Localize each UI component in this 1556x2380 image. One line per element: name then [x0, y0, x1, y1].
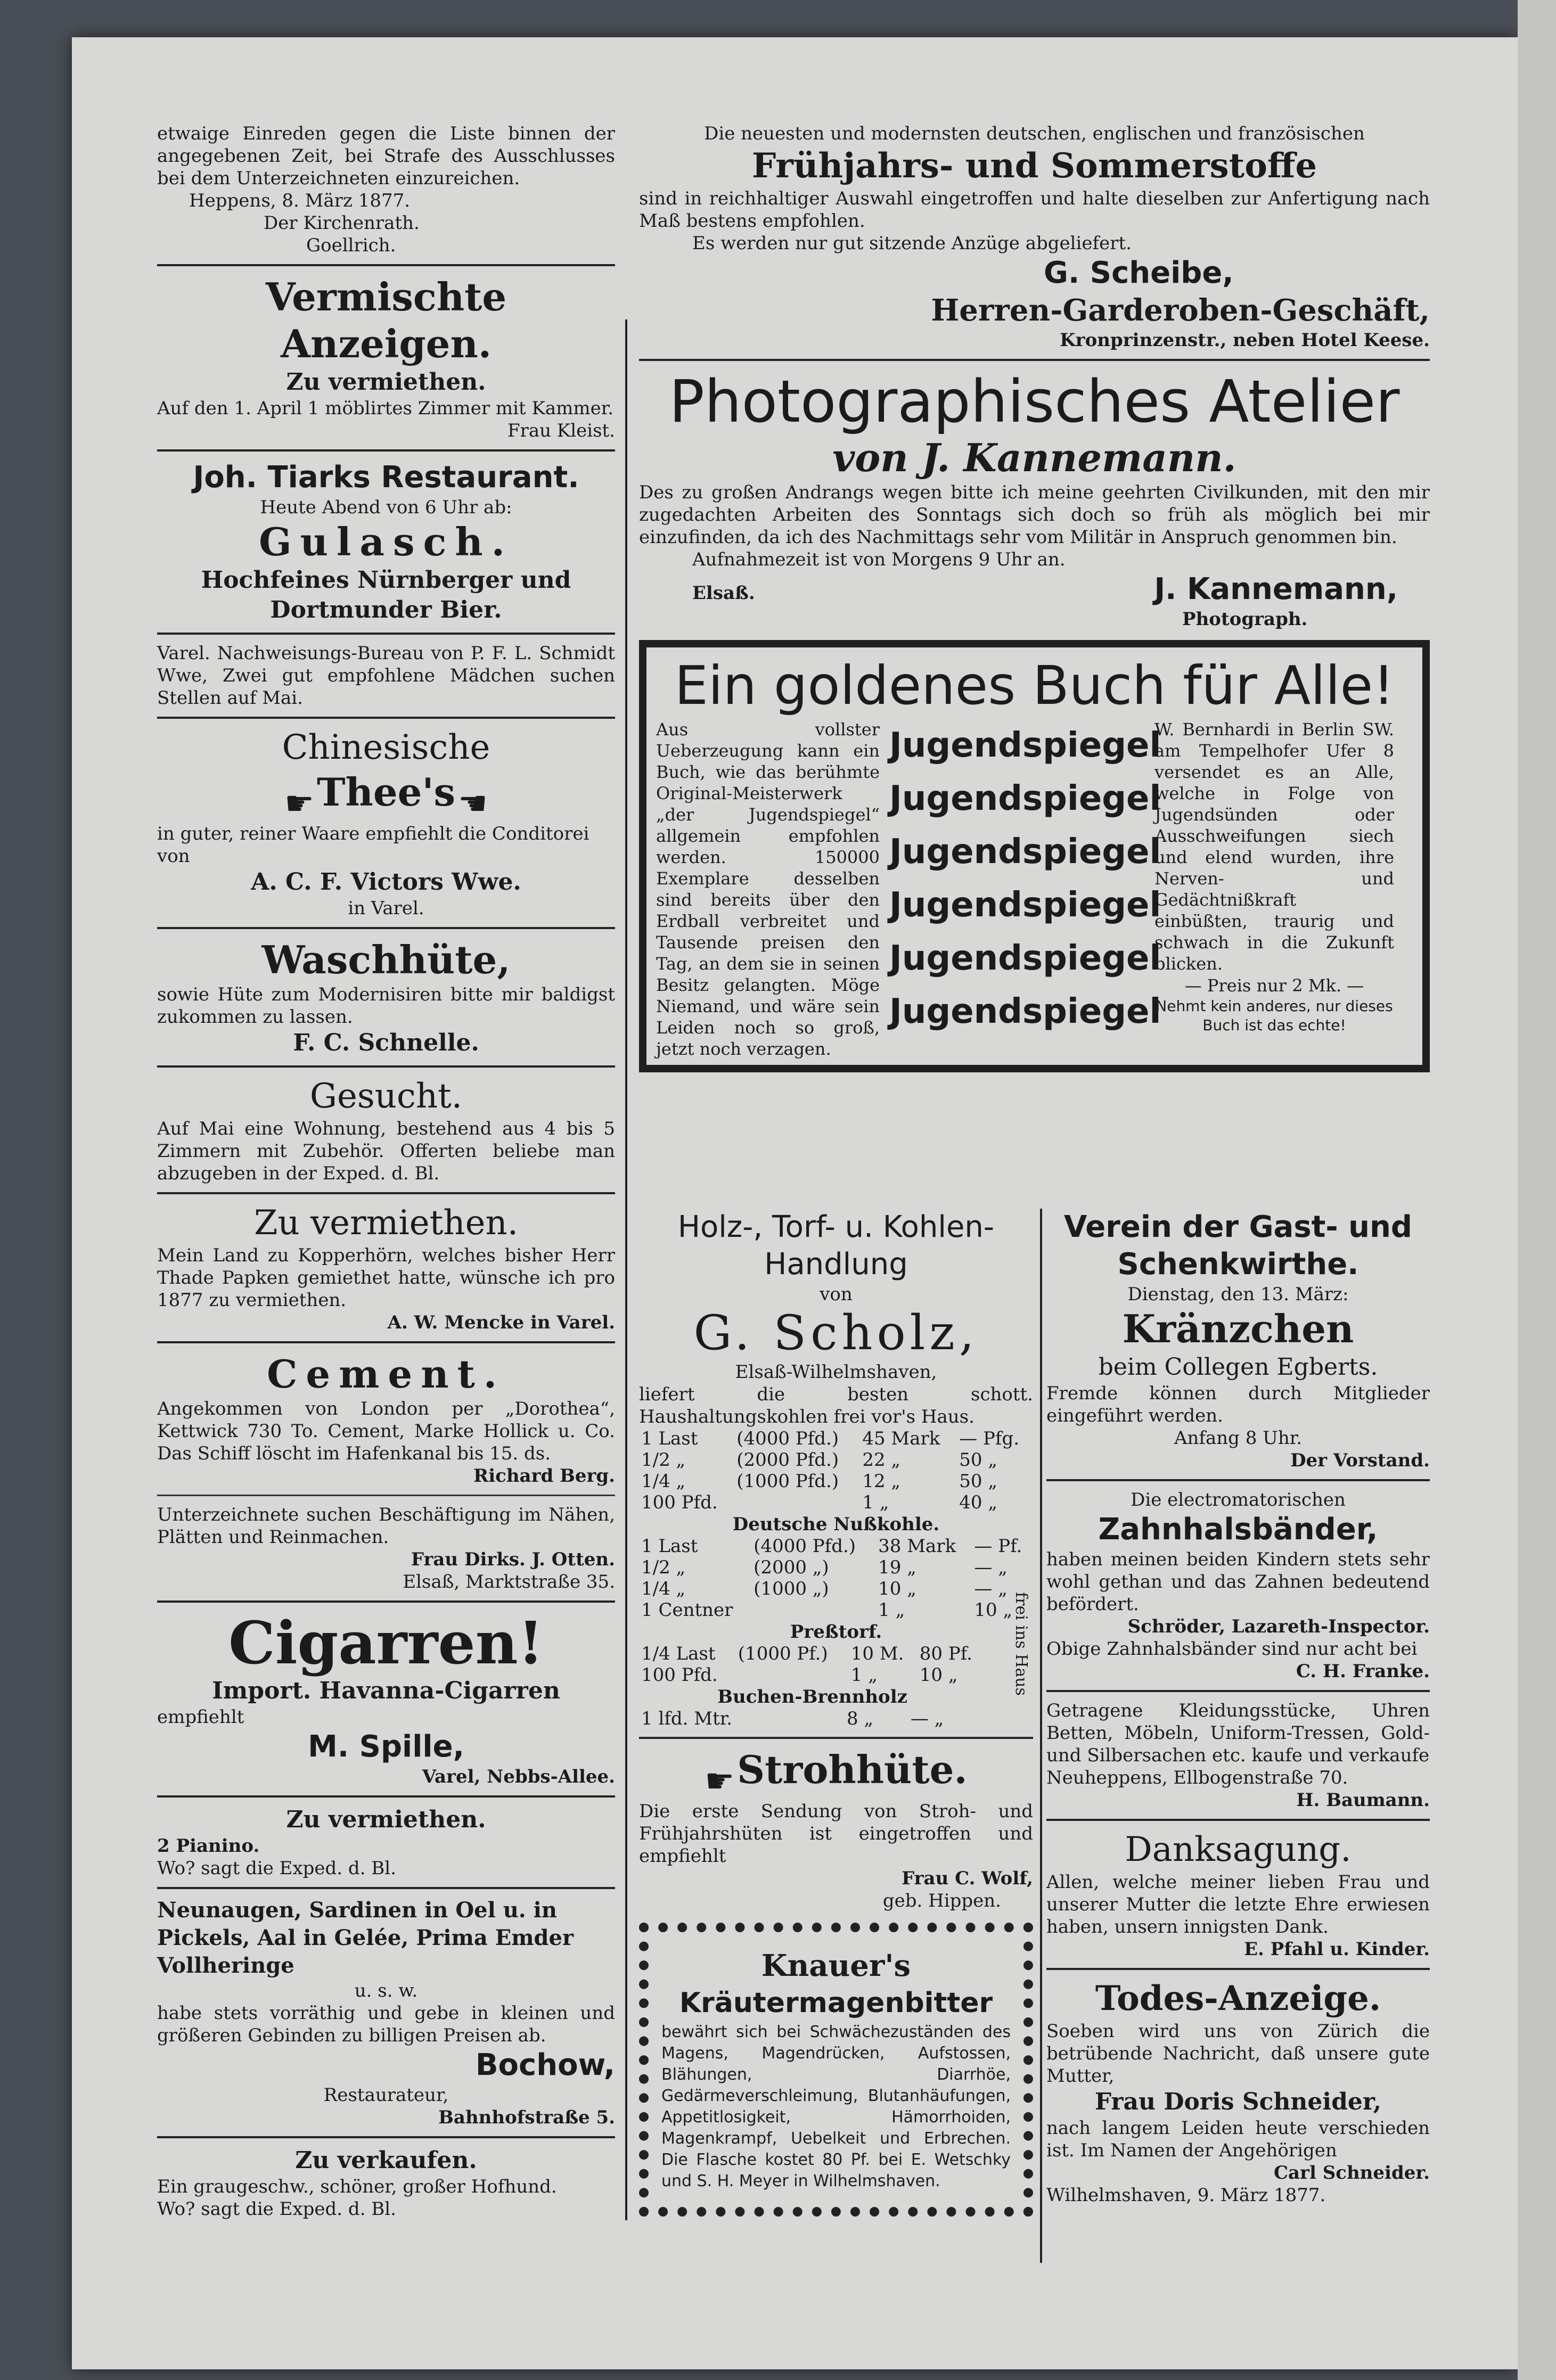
price-row — [639, 1599, 1033, 1621]
buch-left: Aus vollster Ueberzeugung kann ein Buch, wie das berühmte Original-Meisterwerk „der Jugendspiegel“ allgemein empfohlen werden. 150000 Exemplare desselben sind bereits über den Erdball verbreitet und Tausende preisen den Tag, an dem sie in seinen Besitz gelangten. Möge Niemand, und wäre sein Leiden noch so groß, jetzt noch verzagen. — [656, 719, 880, 1059]
price-row — [639, 1708, 986, 1729]
sale-text: Ein graugeschw., schöner, großer Hofhund. — [157, 2176, 557, 2197]
buch-price: — Preis nur 2 Mk. — — [1184, 975, 1364, 996]
scheibe-name: G. Scheibe, — [1044, 256, 1234, 290]
verein-text: Fremde können durch Mitglieder eingeführt werden. — [1046, 1383, 1430, 1426]
intro-sign: Der Kirchenrath. — [264, 212, 420, 234]
price-cell: 10 „ — [974, 1599, 1013, 1621]
price-cell: (4000 Pfd.) — [754, 1536, 856, 1557]
price-cell: (4000 Pfd.) — [736, 1428, 839, 1449]
buch-mid-item: Jugendspiegel — [889, 992, 1161, 1031]
price-cell: 1 Last — [641, 1428, 698, 1449]
dirks-sign: Frau Dirks. J. Otten. — [411, 1549, 615, 1570]
holz-place: Elsaß-Wilhelmshaven, — [735, 1361, 937, 1383]
cement-sign: Richard Berg. — [473, 1465, 615, 1487]
price-cell: 1/4 Last — [641, 1643, 716, 1664]
zahn-sign: Schröder, Lazareth-Inspector. — [1127, 1616, 1430, 1637]
price-cell: 80 Pf. — [919, 1643, 972, 1664]
price-row — [639, 1536, 1033, 1557]
thee-sign: A. C. F. Victors Wwe. — [251, 868, 521, 896]
cigar-title: Cigarren! — [228, 1608, 544, 1677]
price-table-4 — [639, 1708, 986, 1729]
dank-title: Danksagung. — [1125, 1830, 1352, 1869]
price-cell: 10 „ — [919, 1664, 958, 1686]
price-cell: (2000 Pfd.) — [736, 1449, 839, 1471]
zahn-line: Die electromatorischen — [1131, 1489, 1346, 1511]
price-cell: 22 „ — [862, 1449, 901, 1471]
intro-text: etwaige Einreden gegen die Liste binnen der angegebenen Zeit, bei Strafe des Ausschlusses bei dem Unterzeichneten einzureichen. — [157, 123, 615, 189]
price-cell: 10 „ — [878, 1578, 916, 1599]
rent1-title: Zu vermiethen. — [286, 368, 486, 396]
gesucht-title: Gesucht. — [309, 1077, 463, 1116]
baumann-sign: H. Baumann. — [1296, 1790, 1430, 1811]
frei-ins-haus-note: frei ins Haus — [1012, 1592, 1030, 1696]
price-cell: (1000 Pf.) — [738, 1643, 828, 1664]
rent1-text: Auf den 1. April 1 möblirtes Zimmer mit Kammer. — [157, 398, 614, 419]
buch-mid-item: Jugendspiegel — [889, 779, 1161, 818]
dirks-addr: Elsaß, Marktstraße 35. — [403, 1571, 615, 1593]
price-table-1 — [639, 1428, 1033, 1513]
intro-sign-name: Goellrich. — [306, 235, 396, 256]
bureau-text: Varel. Nachweisungs-Bureau von P. F. L. Schmidt Wwe, Zwei gut empfohlene Mädchen suchen Stellen auf Mai. — [157, 643, 615, 709]
stroh-sign: Frau C. Wolf, — [902, 1868, 1033, 1889]
buchen-title: Buchen-Brennholz — [717, 1686, 907, 1708]
price-cell: 1 „ — [850, 1664, 878, 1686]
kraenzchen-title: Kränzchen — [1122, 1306, 1354, 1351]
buch-mid-item: Jugendspiegel — [889, 726, 1161, 765]
photo-text: Des zu großen Andrangs wegen bitte ich meine geehrten Civilkunden, mit den mir zugedachten Arbeiten des Sonntags sich doch so früh als möglich bei mir einzufinden, da ich des Nachmittags sehr vom Militär in Anspruch genommen bin. — [639, 482, 1430, 548]
tiarks-line: Heute Abend von 6 Uhr ab: — [260, 497, 512, 518]
price-cell — [736, 1664, 849, 1686]
scheibe-text: sind in reichhaltiger Auswahl eingetroffen und halte dieselben zur Anfertigung nach Maß bestens empfohlen. — [639, 188, 1430, 232]
column-left — [157, 122, 615, 2220]
knauer-ad — [639, 1923, 1033, 2217]
price-row — [639, 1492, 1033, 1513]
price-cell — [751, 1599, 876, 1621]
price-cell: 38 Mark — [878, 1536, 956, 1557]
pointing-hand-left-icon: ☚ — [458, 784, 488, 823]
todes-sign: Carl Schneider. — [1273, 2162, 1430, 2184]
price-cell: 50 „ — [959, 1471, 997, 1492]
column-right-a — [639, 1209, 1033, 2217]
holz-title: Holz-, Torf- u. Kohlen-Handlung — [677, 1210, 995, 1282]
price-cell: 10 M. — [850, 1643, 904, 1664]
holz-text: liefert die besten schott. Haushaltungskohlen frei vor's Haus. — [639, 1384, 1033, 1427]
price-cell: 1/4 „ — [641, 1578, 686, 1599]
thee-title1: Chinesische — [282, 728, 490, 767]
photo-sub: von J. Kannemann. — [832, 435, 1236, 480]
buch-jugendspiegel-list — [889, 719, 1161, 1060]
buch-right-col — [1154, 719, 1394, 1060]
price-cell: 1 Centner — [641, 1599, 733, 1621]
price-cell: 1/4 „ — [641, 1471, 686, 1492]
price-row — [639, 1471, 1033, 1492]
cement-text: Angekommen von London per „Dorothea“, Kettwick 730 To. Cement, Marke Hollick u. Co. Das Schiff löscht im Hafenkanal bis 15. ds. — [157, 1398, 615, 1464]
stroh-geb: geb. Hippen. — [882, 1890, 1001, 1911]
todes-title: Todes-Anzeige. — [1095, 1979, 1381, 2018]
price-cell: 19 „ — [878, 1557, 916, 1578]
photo-role: Photograph. — [1182, 609, 1308, 630]
knauer-sub: Kräutermagenbitter — [679, 1987, 993, 2019]
price-cell: — „ — [974, 1557, 1008, 1578]
intro-date: Heppens, 8. März 1877. — [189, 190, 411, 211]
baumann-addr: Neuheppens, Ellbogenstraße 70. — [1046, 1767, 1348, 1788]
rent3-ask: Wo? sagt die Exped. d. Bl. — [157, 1858, 396, 1879]
scheibe-line: Die neuesten und modernsten deutschen, englischen und französischen — [704, 123, 1365, 144]
bochow-name: Bochow, — [475, 2048, 615, 2082]
price-cell: 100 Pfd. — [641, 1664, 718, 1686]
kraenzchen-sub: beim Collegen Egberts. — [1098, 1353, 1378, 1381]
verein-sign: Der Vorstand. — [1290, 1450, 1430, 1471]
tiarks-beer: Hochfeines Nürnberger und Dortmunder Bier. — [201, 567, 571, 623]
price-cell: — Pfg. — [959, 1428, 1020, 1449]
section-title: Vermischte Anzeigen. — [265, 274, 507, 366]
buch-ad — [639, 640, 1430, 1072]
zahn-sign2: C. H. Franke. — [1296, 1661, 1430, 1682]
knauer-text: bewährt sich bei Schwächezuständen des Magens, Magendrücken, Aufstossen, Blähungen, Diarrhöe, Gedärmeverschleimung, Blutanhäufungen, Appetitlosigkeit, Hämorrhoiden, Magenkrampf, Uebelkeit und Erbrechen. Die Flasche kostet 80 Pf. bei E. Wetschky und S. H. Meyer in Wilhelmshaven. — [661, 2023, 1011, 2190]
thee-title2: Thee's — [316, 769, 456, 815]
scheibe-addr: Kronprinzenstr., neben Hotel Keese. — [1060, 330, 1430, 351]
price-cell: 1 Last — [641, 1536, 698, 1557]
price-row — [639, 1664, 986, 1686]
bochow-items: Neunaugen, Sardinen in Oel u. in Pickels, Aal in Gelée, Prima Emder Vollheringe — [157, 1898, 574, 1978]
buch-mid-item: Jugendspiegel — [889, 832, 1161, 872]
wasch-title: Waschhüte, — [261, 937, 511, 982]
page-edge — [1518, 0, 1556, 2380]
buch-mid-item: Jugendspiegel — [889, 939, 1161, 978]
cigar-addr: Varel, Nebbs-Allee. — [422, 1766, 615, 1787]
buch-right: W. Bernhardi in Berlin SW. am Tempelhofer Ufer 8 versendet es an Alle, welche in Folge von Jugendsünden oder Ausschweifungen siech und elend wurden, ihre Nerven- und Gedächtnißkraft einbüßten, traurig und schwach in die Zukunft blicken. — [1154, 719, 1394, 974]
price-row — [639, 1428, 1033, 1449]
price-cell: 40 „ — [959, 1492, 997, 1513]
scheibe-title: Frühjahrs- und Sommerstoffe — [751, 146, 1317, 186]
holz-von: von — [820, 1284, 853, 1305]
price-cell: 8 „ — [847, 1708, 874, 1729]
verein-start: Anfang 8 Uhr. — [1174, 1427, 1303, 1449]
zahn-text: haben meinen beiden Kindern stets sehr wohl gethan und das Zahnen bedeutend befördert. — [1046, 1549, 1430, 1615]
zahn-title: Zahnhalsbänder, — [1098, 1512, 1378, 1547]
price-cell: (1000 „) — [754, 1578, 829, 1599]
pointing-hand-right-icon: ☛ — [705, 1761, 735, 1800]
photo-place: Elsaß. — [692, 582, 755, 604]
thee-text: in guter, reiner Waare empfiehlt die Conditorei von — [157, 823, 589, 867]
wasch-sign: F. C. Schnelle. — [293, 1029, 479, 1056]
column-right-b — [1046, 1209, 1430, 2206]
price-table-2 — [639, 1536, 1033, 1621]
dank-sign: E. Pfahl u. Kinder. — [1244, 1939, 1430, 1960]
dank-text: Allen, welche meiner lieben Frau und unserer Mutter die letzte Ehre erwiesen haben, unsern innigsten Dank. — [1046, 1872, 1430, 1938]
photo-hours: Aufnahmezeit ist von Morgens 9 Uhr an. — [692, 549, 1066, 570]
sale-title: Zu verkaufen. — [295, 2147, 477, 2174]
rent3-title: Zu vermiethen. — [286, 1806, 486, 1833]
price-row — [639, 1643, 986, 1664]
baumann-text: Getragene Kleidungsstücke, Uhren Betten, Möbeln, Uniform-Tressen, Gold- und Silbersachen etc. kaufe und verkaufe — [1046, 1700, 1430, 1766]
cement-title: Cement. — [267, 1351, 505, 1397]
price-cell: 1 lfd. Mtr. — [641, 1708, 733, 1729]
price-cell — [836, 1708, 845, 1729]
price-cell: 1/2 „ — [641, 1557, 686, 1578]
nuss-title: Deutsche Nußkohle. — [732, 1514, 940, 1535]
wasch-text: sowie Hüte zum Modernisiren bitte mir baldigst zukommen zu lassen. — [157, 984, 615, 1028]
price-cell — [734, 1492, 860, 1513]
todes-text: Soeben wird uns von Zürich die betrübende Nachricht, daß unsere gute Mutter, — [1046, 2021, 1430, 2087]
rent2-title: Zu vermiethen. — [253, 1203, 519, 1243]
price-cell: (1000 Pfd.) — [736, 1471, 839, 1492]
photo-title: Photographisches Atelier — [669, 367, 1400, 436]
price-cell: 1 „ — [878, 1599, 905, 1621]
cigar-name: M. Spille, — [308, 1729, 464, 1764]
tiarks-gulasch: Gulasch. — [259, 519, 513, 564]
price-cell: 12 „ — [862, 1471, 901, 1492]
sale-ask: Wo? sagt die Exped. d. Bl. — [157, 2198, 396, 2220]
bochow-usw: u. s. w. — [354, 1980, 418, 2001]
stroh-text: Die erste Sendung von Stroh- und Frühjahrshüten ist eingetroffen und empfiehlt — [639, 1801, 1033, 1867]
todes-name: Frau Doris Schneider, — [1094, 2088, 1382, 2115]
price-row — [639, 1449, 1033, 1471]
cigar-empf: empfiehlt — [157, 1706, 244, 1728]
knauer-title: Knauer's — [761, 1948, 911, 1983]
buch-note: Nehmt kein anderes, nur dieses Buch ist das echte! — [1156, 997, 1393, 1034]
bochow-addr: Bahnhofstraße 5. — [438, 2107, 615, 2128]
bochow-role: Restaurateur, — [323, 2084, 449, 2106]
thee-place: in Varel. — [348, 898, 424, 919]
photo-name: J. Kannemann, — [1154, 572, 1398, 606]
price-cell: 1 „ — [862, 1492, 889, 1513]
price-cell: — „ — [910, 1708, 944, 1729]
tiarks-title: Joh. Tiarks Restaurant. — [193, 460, 579, 495]
stroh-title: Strohhüte. — [737, 1747, 968, 1792]
column-right-top — [639, 122, 1430, 1072]
gesucht-text: Auf Mai eine Wohnung, bestehend aus 4 bis 5 Zimmern mit Zubehör. Offerten beliebe man abzugeben in der Exped. d. Bl. — [157, 1118, 615, 1184]
buch-body — [656, 719, 1413, 1060]
dirks-text: Unterzeichnete suchen Beschäftigung im Nähen, Plätten und Reinmachen. — [157, 1504, 615, 1548]
pointing-hand-right-icon: ☛ — [284, 784, 314, 823]
rent1-sign: Frau Kleist. — [507, 420, 615, 441]
todes-date: Wilhelmshaven, 9. März 1877. — [1046, 2185, 1326, 2206]
column-rule-2 — [1040, 1209, 1042, 2263]
price-cell: 100 Pfd. — [641, 1492, 718, 1513]
price-cell: 45 Mark — [862, 1428, 940, 1449]
rent2-text: Mein Land zu Kopperhörn, welches bisher Herr Thade Papken gemiethet hatte, wünsche ich pro 1877 zu vermiethen. — [157, 1245, 615, 1311]
buch-title: Ein goldenes Buch für Alle! — [674, 654, 1395, 717]
todes-text2: nach langem Leiden heute verschieden ist. Im Namen der Angehörigen — [1046, 2118, 1430, 2161]
price-row — [639, 1578, 1033, 1599]
column-rule-1 — [625, 319, 627, 2220]
price-cell: — Pf. — [974, 1536, 1022, 1557]
rent3-text: 2 Pianino. — [157, 1835, 260, 1857]
price-cell: (2000 „) — [754, 1557, 829, 1578]
verein-title: Verein der Gast- und Schenkwirthe. — [1063, 1210, 1412, 1282]
holz-name: G. Scholz, — [693, 1305, 979, 1361]
torf-title: Preßtorf. — [790, 1621, 882, 1643]
cigar-line: Import. Havanna-Cigarren — [212, 1677, 560, 1704]
price-cell: 1/2 „ — [641, 1449, 686, 1471]
scheibe-shop: Herren-Garderoben-Geschäft, — [931, 293, 1430, 328]
scheibe-text2: Es werden nur gut sitzende Anzüge abgeliefert. — [692, 233, 1132, 254]
bochow-text: habe stets vorräthig und gebe in kleinen und größeren Gebinden zu billigen Preisen ab. — [157, 2003, 615, 2046]
zahn-text2: Obige Zahnhalsbänder sind nur acht bei — [1046, 1638, 1418, 1660]
price-row — [639, 1557, 1033, 1578]
rent2-sign: A. W. Mencke in Varel. — [387, 1312, 615, 1333]
buch-mid-item: Jugendspiegel — [889, 885, 1161, 925]
verein-date: Dienstag, den 13. März: — [1127, 1284, 1349, 1305]
price-table-3 — [639, 1643, 986, 1686]
price-cell: — „ — [974, 1578, 1008, 1599]
price-cell: 50 „ — [959, 1449, 997, 1471]
